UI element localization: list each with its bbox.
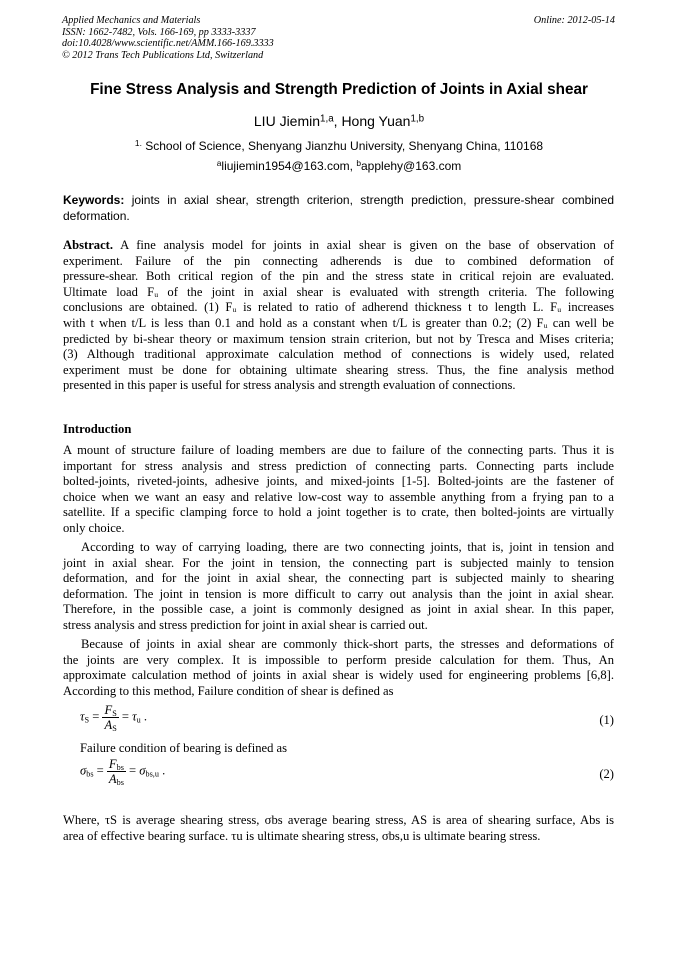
equation-1-number: (1): [599, 713, 614, 727]
text-line: A mount of structure failure of loading members are due to failure of the connecting parts. Thus it is: [63, 443, 614, 457]
text-line: choice when we want an easy and relative low-cost way to assemble anything from a frying pan to a: [63, 489, 614, 504]
abstract-line: conclusions are obtained. (1) Fᵤ is related to ratio of adherend thickness t to length L. Fᵤ increases: [63, 300, 614, 315]
abstract: [63, 238, 614, 394]
text-line: According to this method, Failure condition of shear is defined as: [63, 683, 394, 698]
bearing-intro: Failure condition of bearing is defined as: [80, 741, 288, 755]
intro-paragraph-2: [63, 540, 614, 634]
abstract-line: experiment must be done for obtaining ultimate shearing stress. Thus, the fine analysis method: [63, 362, 614, 377]
email-separator: ,: [349, 159, 357, 173]
text-line: Where, τS is average shearing stress, σbs average bearing stress, AS is area of shearing surface, Abs is: [63, 813, 614, 827]
abstract-line: presented in this paper is useful for stress analysis and strength evaluation of connections.: [63, 378, 516, 393]
text-line: deformation. The joint in tension is more difficult to carry out analysis than the joint in axial shear.: [63, 586, 614, 601]
email-b: applehy@163.com: [361, 159, 462, 173]
issn-line: ISSN: 1662-7482, Vols. 166-169, pp 3333-3337: [62, 26, 256, 38]
keywords: [63, 193, 614, 224]
copyright-line: © 2012 Trans Tech Publications Ltd, Switzerland: [62, 49, 264, 61]
text-line: approximate calculation method of joints in axial shear is widely used for engineering problems [6,8].: [63, 668, 614, 683]
author-1-affil: 1,a: [320, 113, 334, 125]
abstract-line: with t when t/L is less than 0.1 and hold as a constant when t/L is greater than 0.2; (2) Fᵤ can well be: [63, 315, 614, 330]
section-heading-introduction: Introduction: [63, 422, 132, 436]
text-line: Therefore, in the possible case, a joint is commonly designed as joint in axial shear. In this paper,: [63, 602, 614, 617]
where-paragraph: [63, 813, 614, 844]
text-line: satellite. If a specific clamping force to hold a joint together is to crate, then bolted-joints are virtually: [63, 505, 614, 520]
text-line: bolted-joints, riveted-joints, adhesive joints, and mixed-joints [1-5]. Bolted-joints are the fastener of: [63, 474, 614, 489]
text-line: deformation, and for the joint in axial shear, the connecting part is subjected mainly to shearing: [63, 571, 614, 586]
abstract-line: Ultimate load Fᵤ of the joint in axial shear is evaluated with strength criteria. The following: [63, 284, 614, 299]
text-line: Because of joints in axial shear are commonly thick-short parts, the stresses and deformations of: [81, 637, 614, 651]
text-line: area of effective bearing surface. τu is ultimate shearing stress, σbs,u is ultimate bearing stress.: [63, 828, 541, 843]
author-separator: ,: [333, 113, 342, 129]
email-line: [40, 159, 638, 173]
text-line: joint in axial shear. For the joint in tension, the connecting part is subjected mainly to tension: [63, 555, 614, 570]
keywords-label: Keywords:: [63, 193, 125, 207]
journal-name: Applied Mechanics and Materials: [62, 15, 201, 26]
email-b-marker: b: [356, 158, 361, 169]
keywords-text: joints in axial shear, strength criterion, strength prediction, pressure-shear combined deformation.: [63, 193, 614, 223]
abstract-line: (3) Although traditional approximate calculation method of connections is widely used, related: [63, 347, 614, 362]
journal-header: [62, 15, 274, 61]
equation-1: $\tau_S$ = $\frac{F_S}{A_S}$ = $\tau_u$ .: [80, 703, 148, 734]
author-1: LIU Jiemin: [253, 113, 321, 129]
email-a-marker: a: [216, 158, 222, 169]
abstract-label: Abstract.: [63, 238, 114, 252]
abstract-line: predicted by bi-shear theory or maximum tension strain criterion, but not by Tresca and Mises criteria;: [63, 331, 614, 346]
abstract-line: experiment. Failure of the pin connecting adherends is due to combined deformation of: [63, 253, 614, 268]
abstract-line: pressure-shear. Both critical region of the pin and the stress state in critical rejoin are evaluated.: [63, 269, 614, 284]
text-line: important for stress analysis and stress prediction of connecting parts. Connecting parts include: [63, 458, 614, 473]
text-line: only choice.: [63, 520, 125, 535]
intro-paragraph-3: [63, 637, 614, 699]
equation-2: $\sigma_{bs}$ = $\frac{F_{bs}}{A_{bs}}$ = $\sigma_{bs,u}$ .: [80, 757, 166, 788]
intro-paragraph-1: [63, 443, 614, 537]
abstract-line: [63, 238, 614, 254]
email-a: liujiemin1954@163.com: [221, 159, 350, 173]
text-line: stress analysis and stress prediction for joint in axial shear is carried out.: [63, 617, 428, 632]
text-line: According to way of carrying loading, there are two connecting joints, that is, joint in tension and: [81, 540, 614, 554]
paper-title: Fine Stress Analysis and Strength Prediction of Joints in Axial shear: [90, 81, 588, 98]
equation-2-number: (2): [599, 767, 614, 781]
author-line: [40, 113, 638, 129]
abstract-line-text: A fine analysis model for joints in axial shear is given on the base of observation of: [113, 238, 614, 252]
online-date: Online: 2012-05-14: [533, 15, 615, 26]
text-line: the joints are very complex. It is impossible to perform preside calculation for them. Thus, An: [63, 652, 614, 667]
author-2: Hong Yuan: [341, 113, 411, 129]
affiliation-number: 1.: [134, 138, 142, 149]
author-2-affil: 1,b: [410, 113, 425, 125]
affiliation: [40, 139, 638, 153]
affiliation-text: School of Science, Shenyang Jianzhu University, Shenyang China, 110168: [141, 139, 544, 153]
doi-line: doi:10.4028/www.scientific.net/AMM.166-169.3333: [62, 38, 274, 50]
